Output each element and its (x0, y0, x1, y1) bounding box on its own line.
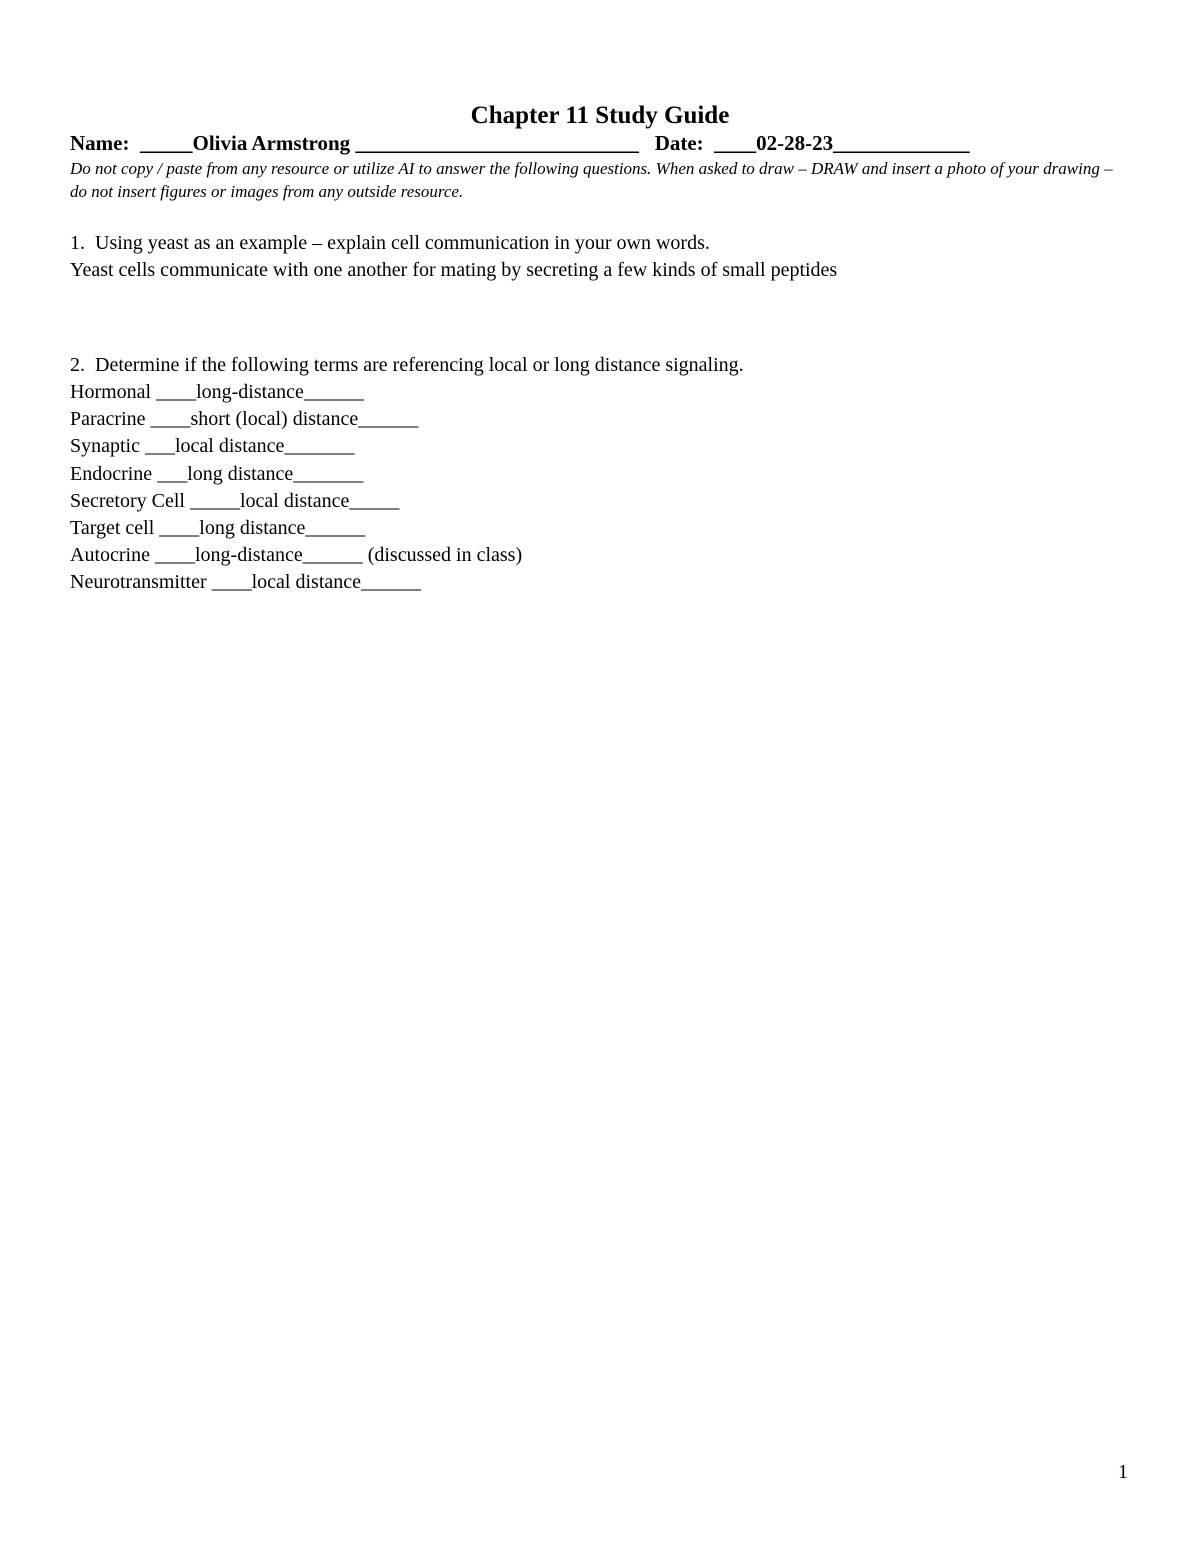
term-target-cell: Target cell ____long distance______ (70, 517, 366, 540)
term-hormonal: Hormonal ____long-distance______ (70, 381, 364, 403)
terms-list (70, 379, 560, 597)
term-neurotransmitter: Neurotransmitter ____local distance______ (70, 571, 422, 594)
term-autocrine: Autocrine ____long-distance______ (discussed in class) (70, 544, 523, 567)
instructions-text: Do not copy / paste from any resource or utilize AI to answer the following questions. When asked to draw – DRAW and insert a photo of your drawing – do not insert figures or images from any outside resource. (70, 159, 1113, 201)
term-paracrine: Paracrine ____short (local) distance______ (70, 408, 419, 431)
name-date-line (70, 130, 970, 156)
name-label: Name: (70, 131, 130, 155)
date-value: ____02-28-23_____________ (714, 131, 970, 155)
name-value: _____Olivia Armstrong ___________________________ (139, 131, 639, 155)
term-synaptic: Synaptic ___local distance_______ (70, 435, 355, 458)
date-label: Date: (654, 131, 704, 155)
question-2: 2. Determine if the following terms are referencing local or long distance signaling. (70, 354, 744, 376)
question-1: 1. Using yeast as an example – explain cell communication in your own words. (70, 232, 710, 254)
page-number: 1 (1118, 1461, 1128, 1483)
term-endocrine: Endocrine ___long distance_______ (70, 462, 364, 485)
answer-1: Yeast cells communicate with one another for mating by secreting a few kinds of small peptides (70, 259, 838, 281)
term-secretory-cell: Secretory Cell _____local distance_____ (70, 489, 400, 512)
document-title: Chapter 11 Study Guide (470, 102, 730, 129)
